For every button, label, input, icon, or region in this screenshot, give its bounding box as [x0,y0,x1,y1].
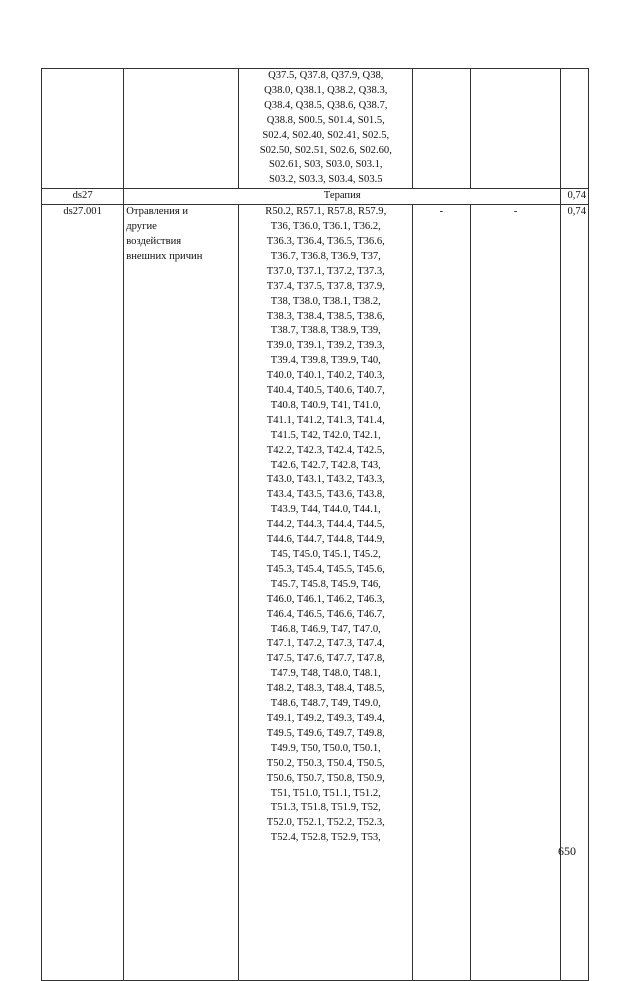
item-name: Отравления и другие воздействия внешних причин [124,205,239,981]
table-row-continuation [42,69,589,189]
group-coefficient: 0,74 [561,189,589,205]
cell-code [42,69,124,189]
item-code: ds27.001 [42,205,124,981]
cell-empty [470,69,560,189]
item-coefficient: 0,74 [561,205,589,981]
item-dash-1: - [413,205,471,981]
page-number: 650 [558,844,576,858]
cell-empty [413,69,471,189]
cell-empty [561,69,589,189]
group-title: Терапия [124,189,561,205]
cell-name [124,69,239,189]
item-dash-2: - [470,205,560,981]
table-row-group [42,189,589,205]
group-code: ds27 [42,189,124,205]
classification-table [41,68,589,981]
table-row-item [42,205,589,981]
item-mkb-codes: R50.2, R57.1, R57.8, R57.9, T36, T36.0, T36.1, T36.2, T36.3, T36.4, T36.5, T36.6, T36.7, T36.8, T36.9, T37, T37.0, T37.1, T37.2, T37.3, T37.4, T37.5, T37.8, T37.9, T38, T38.0, T38.1, T38.2, T38.3, T38.4, T38.5, T38.6, T38.7, T38.8, T38.9, T39, T39.0, T39.1, T39.2, T39.3, T39.4, T39.8, T39.9, T40, T40.0, T40.1, T40.2, T40.3, T40.4, T40.5, T40.6, T40.7, T40.8, T40.9, T41, T41.0, T41.1, T41.2, T41.3, T41.4, T41.5, T42, T42.0, T42.1, T42.2, T42.3, T42.4, T42.5, T42.6, T42.7, T42.8, T43, T43.0, T43.1, T43.2, T43.3, T43.4, T43.5, T43.6, T43.8, T43.9, T44, T44.0, T44.1, T44.2, T44.3, T44.4, T44.5, T44.6, T44.7, T44.8, T44.9, T45, T45.0, T45.1, T45.2, T45.3, T45.4, T45.5, T45.6, T45.7, T45.8, T45.9, T46, T46.0, T46.1, T46.2, T46.3, T46.4, T46.5, T46.6, T46.7, T46.8, T46.9, T47, T47.0, T47.1, T47.2, T47.3, T47.4, T47.5, T47.6, T47.7, T47.8, T47.9, T48, T48.0, T48.1, T48.2, T48.3, T48.4, T48.5, T48.6, T48.7, T49, T49.0, T49.1, T49.2, T49.3, T49.4, T49.5, T49.6, T49.7, T49.8, T49.9, T50, T50.0, T50.1, T50.2, T50.3, T50.4, T50.5, T50.6, T50.7, T50.8, T50.9, T51, T51.0, T51.1, T51.2, T51.3, T51.8, T51.9, T52, T52.0, T52.1, T52.2, T52.3, T52.4, T52.8, T52.9, T53, [239,205,413,981]
cell-mkb-codes: Q37.5, Q37.8, Q37.9, Q38, Q38.0, Q38.1, Q38.2, Q38.3, Q38.4, Q38.5, Q38.6, Q38.7, Q38.8, S00.5, S01.4, S01.5, S02.4, S02.40, S02.41, S02.5, S02.50, S02.51, S02.6, S02.60, S02.61, S03, S03.0, S03.1, S03.2, S03.3, S03.4, S03.5 [239,69,413,189]
